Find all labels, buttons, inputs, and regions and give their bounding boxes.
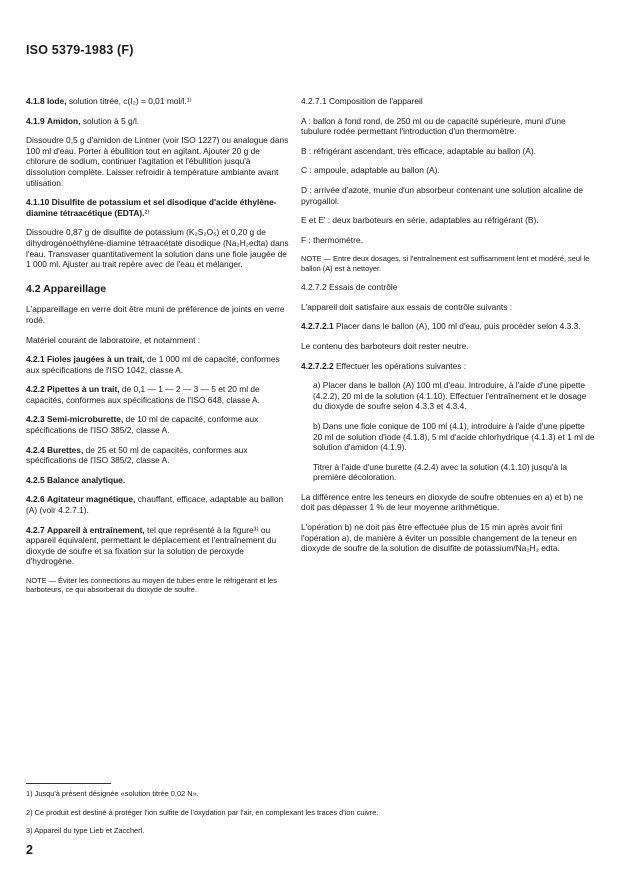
clause-text: Effectuer les opérations suivantes : xyxy=(335,360,467,371)
clause xyxy=(26,525,291,567)
paragraph: C : ampoule, adaptable au ballon (A). xyxy=(301,165,440,176)
clause xyxy=(26,354,291,375)
clause xyxy=(26,116,291,127)
left-column xyxy=(26,96,291,604)
note: NOTE — Entre deux dosages, si l'entraînement est suffisamment lent et modéré, seul le ballon (A) est à nettoyer. xyxy=(301,254,590,273)
clause-number: 4.2.2 xyxy=(26,384,45,395)
clause-text: solution à 5 g/l. xyxy=(80,115,140,126)
clause-title: Semi-microburette, xyxy=(46,414,124,425)
clause-title: Balance analytique. xyxy=(46,474,126,485)
paragraph: L'appareillage en verre doit être muni de préférence de joints en verre rodé. xyxy=(26,304,285,325)
clause-text: de 0,1 — 1 — 2 — 3 — 5 et 20 ml de capacités, conformes aux spécifications de l'ISO 648, classe A. xyxy=(26,384,260,405)
clause xyxy=(26,475,291,486)
footnote: 1) Jusqu'à présent désignée «solution titrée 0,02 N». xyxy=(26,789,199,798)
clause-text: ²⁾ xyxy=(144,207,150,218)
clause-number: 4.1.9 xyxy=(26,115,45,126)
paragraph: Dissoudre 0,87 g de disulfite de potassium (K₂S₂O₅) et 0,20 g de dihydrogénoéthylène-diamine tétraacétate disodique (Na₂H₂edta) dans l'eau. Transvaser quantitativement la solution dans une fiole jaugée de 1 000 ml. Ajuster au trait repère avec de l'eau et mélanger. xyxy=(26,227,289,270)
paragraph: E et E' : deux barboteurs en série, adaptables au réfrigérant (B). xyxy=(301,215,539,226)
footnotes xyxy=(26,789,606,845)
clause-number: 4.2.4 xyxy=(26,444,45,455)
paragraph: Dissoudre 0,5 g d'amidon de Lintner (voir ISO 1227) ou analogue dans 100 ml d'eau. Porter à ébullition tout en agitant. Ajouter 20 g de chlorure de sodium, continuer l'agitation et l'ébullition jusqu'à dissolution complète. Laisser refroidir à température ambiante avant utilisation. xyxy=(26,135,289,188)
clause-number: 4.2.3 xyxy=(26,414,45,425)
clause xyxy=(301,361,595,372)
clause-text: de 10 ml de capacité, conforme aux spécifications de l'ISO 385/2, classe A. xyxy=(26,414,259,436)
section-heading: 4.2 Appareillage xyxy=(26,282,107,295)
clause xyxy=(301,321,595,332)
paragraph: F : thermomètre. xyxy=(301,234,363,245)
list-item: b) Dans une fiole conique de 100 ml (4.1), introduire à l'aide d'une pipette 20 ml de solution d'iode (4.1.8), 5 ml d'acide chlorhydrique (4.1.3) et 1 ml de solution d'amidon (4.1.9). xyxy=(313,420,595,453)
clause xyxy=(26,384,291,405)
clause xyxy=(26,494,291,515)
paragraph: A : ballon à fond rond, de 250 ml ou de capacité supérieure, muni d'une tubulure rodée permettant l'introduction d'un thermomètre. xyxy=(301,115,566,137)
clause-title: Amidon, xyxy=(46,115,81,126)
clause-text: de 25 et 50 ml de capacités, conformes aux spécifications de l'ISO 385/2, classe A. xyxy=(26,444,248,466)
clause xyxy=(26,414,291,435)
clause-number: 4.2.7.2.1 xyxy=(301,321,334,332)
clause-title: Fioles jaugées à un trait, xyxy=(46,354,145,365)
clause-text: de 1 000 ml de capacité, conformes aux spécifications de l'ISO 1042, classe A. xyxy=(26,354,280,375)
clause-number: 4.2.7 xyxy=(26,524,45,535)
clause-title: Iode, xyxy=(46,96,67,106)
paragraph: L'opération b) ne doit pas être effectuée plus de 15 min après avoir fini l'opération a), de manière à éviter un possible changement de la teneur en dioxyde de soufre de la solution de disulfite de potassium/Na₂H₂ edta. xyxy=(301,522,577,554)
clause xyxy=(26,197,291,218)
page-number: 2 xyxy=(26,843,33,857)
clause-number: 4.2.7.2.2 xyxy=(301,360,334,371)
clause-text: chauffant, efficace, adaptable au ballon (A) (voir 4.2.7.1). xyxy=(26,494,284,516)
paragraph: Le contenu des barboteurs doit rester neutre. xyxy=(301,340,469,351)
clause-title: Pipettes à un trait, xyxy=(46,384,120,395)
footnote-rule xyxy=(26,783,111,784)
clause-text: solution titrée, c(I₂) = 0,01 mol/l.¹⁾ xyxy=(66,96,192,106)
clause xyxy=(26,96,291,107)
note: NOTE — Éviter les connections au moyen de tubes entre le réfrigérant et les barboteurs, ce qui absorberait du dioxyde de soufre. xyxy=(26,576,277,595)
list-item: a) Placer dans le ballon (A) 100 ml d'eau. Introduire, à l'aide d'une pipette (4.2.2), 20 ml de la solution (4.1.10). Effectuer l'entraînement et le dosage du dioxyde de soufre selon 4.3.3 et 4.3.4. xyxy=(313,380,587,412)
footnote: 2) Ce produit est destiné à protéger l'ion sulfite de l'oxydation par l'air, en complexant les traces d'ion cuivre. xyxy=(26,807,379,817)
clause-number: 4.2.5 xyxy=(26,474,45,485)
paragraph: Matériel courant de laboratoire, et notamment : xyxy=(26,334,201,345)
page-header: ISO 5379-1983 (F) xyxy=(26,43,134,57)
clause-number: 4.2.1 xyxy=(26,354,45,365)
clause xyxy=(26,445,291,466)
clause-text: Placer dans le ballon (A), 100 ml d'eau, puis procéder selon 4.3.3. xyxy=(335,321,581,332)
list-item: Titrer à l'aide d'une burette (4.2.4) avec la solution (4.1.10) jusqu'à la première décoloration. xyxy=(313,461,568,483)
right-column xyxy=(301,96,595,563)
clause-title: Agitateur magnétique, xyxy=(46,494,136,505)
footnote: 3) Appareil du type Lieb et Zaccherl. xyxy=(26,826,145,835)
clause-title: Burettes, xyxy=(46,444,84,455)
paragraph: B : réfrigérant ascendant, très efficace, adaptable au ballon (A). xyxy=(301,145,536,156)
paragraph: D : arrivée d'azote, munie d'un absorbeur contenant une solution alcaline de pyrogallol. xyxy=(301,184,584,206)
clause-number: 4.1.10 xyxy=(26,197,50,208)
subsection-heading: 4.2.7.2 Essais de contrôle xyxy=(301,282,398,293)
clause-title: Disulfite de potassium et sel disodique d'acide éthylène-diamine tétraacétique (EDTA). xyxy=(26,197,277,218)
clause-title: Appareil à entraînement, xyxy=(46,524,145,535)
clause-text: tel que représenté à la figure³⁾ ou appareil équivalent, permettant le déplacement et l'entraînement du dioxyde de soufre et sa fixation sur la solution de peroxyde d'hydrogène. xyxy=(26,524,277,567)
clause-number: 4.1.8 xyxy=(26,96,45,106)
paragraph: L'appareil doit satisfaire aux essais de contrôle suivants : xyxy=(301,301,513,312)
paragraph: La différence entre les teneurs en dioxyde de soufre obtenues en a) et b) ne doit pas dépasser 1 % de leur moyenne arithmétique. xyxy=(301,491,583,513)
clause-number: 4.2.6 xyxy=(26,494,45,505)
subsection-heading: 4.2.7.1 Composition de l'appareil xyxy=(301,96,423,106)
